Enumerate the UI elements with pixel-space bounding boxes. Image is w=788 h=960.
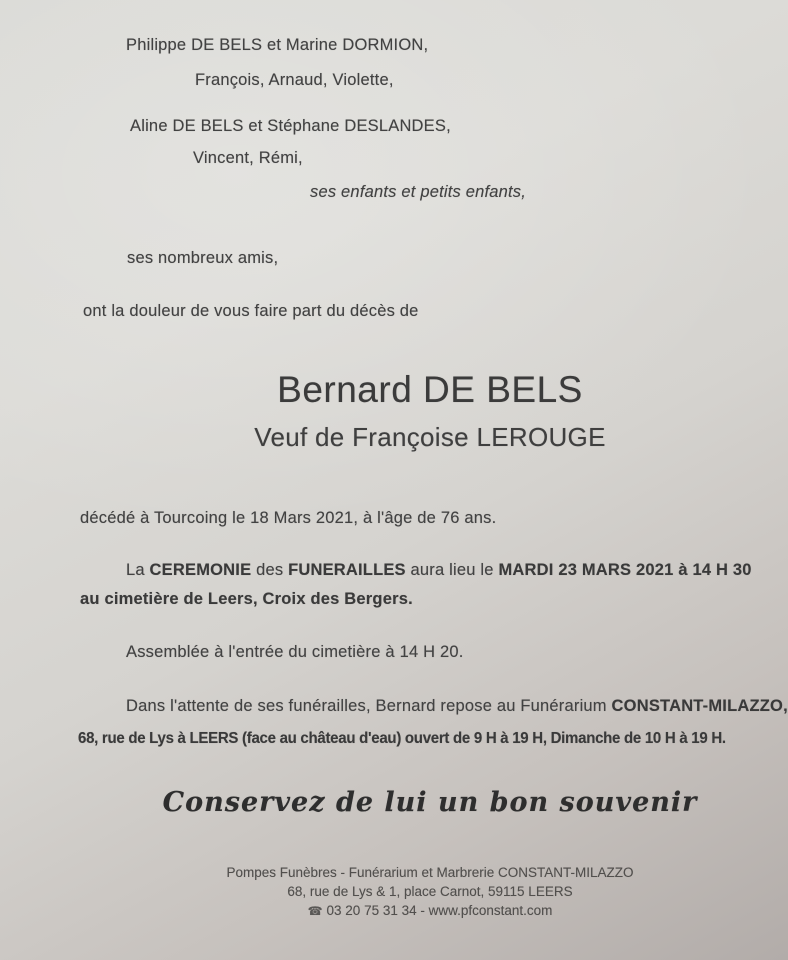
ceremony-seg-5: MARDI 23 MARS 2021 à 14 H 30 bbox=[498, 561, 752, 579]
repose-line2: 68, rue de Lys à LEERS (face au château d'eau) ouvert de 9 H à 19 H, Dimanche de 10 H à 19 H. bbox=[78, 730, 726, 747]
footer-contact bbox=[80, 901, 780, 921]
assembly-info: Assemblée à l'entrée du cimetière à 14 H 20. bbox=[126, 643, 464, 661]
deceased-name: Bernard DE BELS bbox=[277, 369, 583, 410]
ceremony-line1 bbox=[126, 561, 752, 580]
ceremony-seg-4: aura lieu le bbox=[405, 561, 499, 579]
ceremony-line2: au cimetière de Leers, Croix des Bergers. bbox=[80, 590, 413, 608]
footer-company: Pompes Funèbres - Funérarium et Marbrerie CONSTANT-MILAZZO bbox=[226, 865, 634, 880]
announcement-text: ont la douleur de vous faire part du décès de bbox=[83, 302, 419, 320]
repose-seg-0: Dans l'attente de ses funérailles, Bernard repose au Funérarium bbox=[126, 697, 612, 715]
family-couple1: Philippe DE BELS et Marine DORMION, bbox=[126, 36, 429, 54]
family-couple2: Aline DE BELS et Stéphane DESLANDES, bbox=[130, 117, 451, 135]
farewell-message: Conservez de lui un bon souvenir bbox=[162, 787, 698, 818]
ceremony-seg-3: FUNERAILLES bbox=[288, 561, 406, 579]
footer-phone-web: 03 20 75 31 34 - www.pfconstant.com bbox=[326, 903, 553, 918]
phone-icon: ☎ bbox=[307, 904, 323, 918]
family-children2: Vincent, Rémi, bbox=[193, 149, 303, 167]
family-friends: ses nombreux amis, bbox=[127, 249, 279, 267]
family-children1: François, Arnaud, Violette, bbox=[195, 71, 394, 89]
ceremony-seg-2: des bbox=[251, 561, 289, 579]
repose-seg-1: CONSTANT-MILAZZO, bbox=[611, 697, 788, 715]
funeral-home-footer bbox=[80, 863, 780, 921]
death-info: décédé à Tourcoing le 18 Mars 2021, à l'âge de 76 ans. bbox=[80, 509, 497, 527]
ceremony-seg-1: CEREMONIE bbox=[149, 561, 252, 579]
deceased-subtitle: Veuf de Françoise LEROUGE bbox=[254, 422, 606, 452]
repose-line1 bbox=[126, 697, 788, 716]
footer-address: 68, rue de Lys & 1, place Carnot, 59115 LEERS bbox=[287, 884, 573, 899]
ceremony-seg-0: La bbox=[126, 561, 150, 579]
family-relation: ses enfants et petits enfants, bbox=[310, 183, 527, 201]
